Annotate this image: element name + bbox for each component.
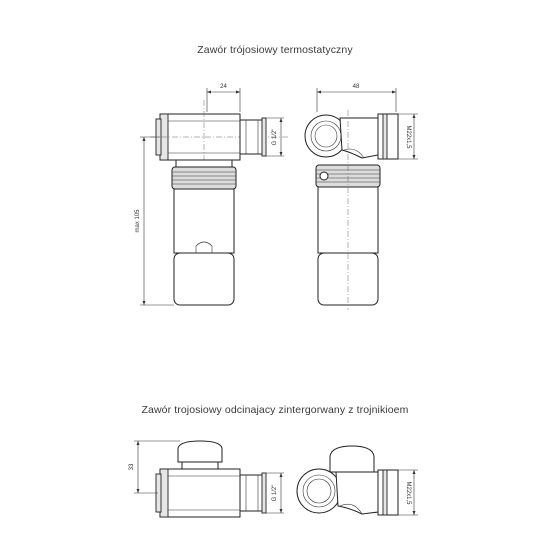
thermostatic-valve-side-view bbox=[135, 84, 288, 305]
shutoff-valve-title: Zawór trojosiowy odcinajacy zintergorwany z trojnikioem bbox=[141, 404, 409, 416]
shutoff-valve-front-view bbox=[297, 446, 418, 515]
dim-g12-bottom-label: G 1/2" bbox=[272, 484, 278, 502]
dim-g12-side-label: G 1/2" bbox=[272, 128, 278, 146]
dim-m22-bottom-label: M22x1,5 bbox=[405, 481, 411, 505]
dim-24-label: 24 bbox=[220, 84, 227, 90]
shutoff-valve-side-view bbox=[129, 441, 284, 517]
dim-48-label: 48 bbox=[352, 84, 360, 90]
thermostatic-valve-title: Zawór trójosiowy termostatyczny bbox=[197, 44, 353, 56]
dim-max105-label: max 105 bbox=[135, 209, 141, 233]
dim-33-label: 33 bbox=[129, 463, 135, 471]
thermostatic-valve-front-view bbox=[305, 84, 418, 310]
dim-m22-front-label: M22x1,5 bbox=[405, 125, 411, 149]
